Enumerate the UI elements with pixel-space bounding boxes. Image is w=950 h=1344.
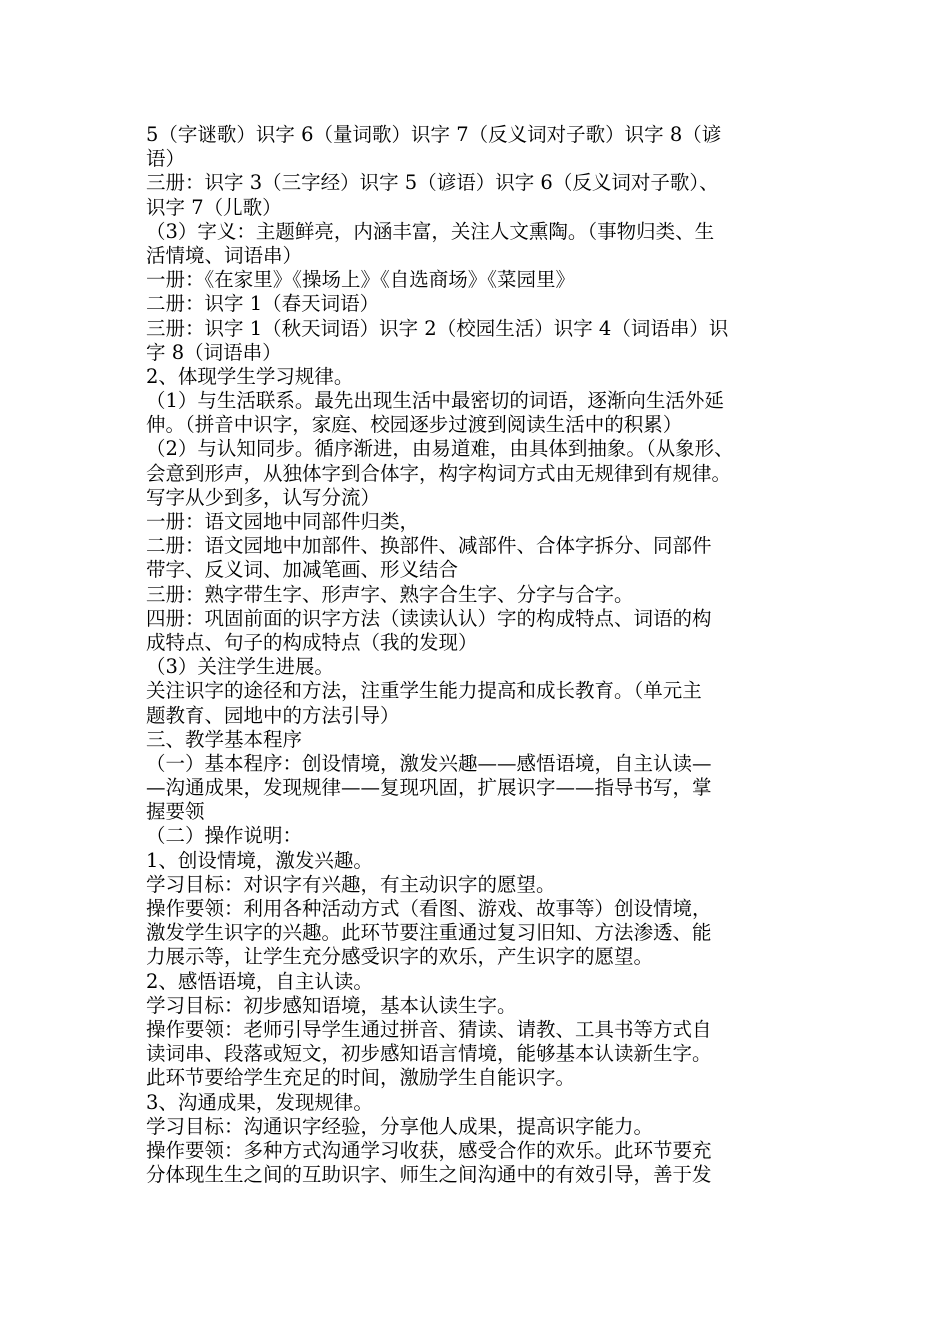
text-line: 一册：《在家里》《操场上》《自选商场》《菜园里》: [146, 268, 576, 292]
text-line: 力展示等，让学生充分感受识字的欢乐，产生识字的愿望。: [146, 945, 654, 969]
text-line: 一册：语文园地中同部件归类，: [146, 510, 420, 533]
text-line: （一）基本程序：创设情境，激发兴趣——感悟语境，自主认读—: [146, 751, 712, 775]
text-line: 3、沟通成果，发现规律。: [146, 1090, 373, 1114]
text-line: 操作要领：老师引导学生通过拼音、猜读、请教、工具书等方式自: [146, 1017, 712, 1041]
text-line: 三册：熟字带生字、形声字、熟字合生字、分字与合字。: [146, 582, 634, 606]
text-line: 字 8（词语串）: [146, 340, 282, 364]
text-line: 成特点、句子的构成特点（我的发现）: [146, 630, 478, 654]
text-line: 学习目标：对识字有兴趣，有主动识字的愿望。: [146, 872, 556, 896]
text-line: 三册：识字 1（秋天词语）识字 2（校园生活）识字 4（词语串）识: [146, 316, 729, 340]
text-line: （3）字义：主题鲜亮，内涵丰富，关注人文熏陶。（事物归类、生: [146, 219, 715, 243]
text-line: 带字、反义词、加减笔画、形义结合: [146, 558, 459, 582]
text-line: 伸。（拼音中识字，家庭、校园逐步过渡到阅读生活中的积累）: [146, 413, 683, 437]
text-line: —沟通成果，发现规律——复现巩固，扩展识字——指导书写，掌: [146, 776, 712, 800]
text-line: 写字从少到多，认写分流）: [146, 485, 381, 509]
text-line: 握要领: [146, 800, 205, 824]
text-line: （1）与生活联系。最先出现生活中最密切的词语，逐渐向生活外延: [146, 389, 724, 413]
text-line: 操作要领：多种方式沟通学习收获，感受合作的欢乐。此环节要充: [146, 1138, 712, 1162]
text-line: 会意到形声，从独体字到合体字，构字构词方式由无规律到有规律。: [146, 461, 732, 485]
text-line: 此环节要给学生充足的时间，激励学生自能识字。: [146, 1066, 576, 1090]
text-line: 关注识字的途径和方法，注重学生能力提高和成长教育。（单元主: [146, 679, 702, 703]
text-line: 二册：语文园地中加部件、换部件、减部件、合体字拆分、同部件: [146, 534, 712, 558]
text-line: 学习目标：初步感知语境，基本认读生字。: [146, 993, 517, 1017]
text-line: 5（字谜歌）识字 6（量词歌）识字 7（反义词对子歌）识字 8（谚: [146, 123, 722, 146]
text-line: （3）关注学生进展。: [146, 655, 334, 679]
text-line: 学习目标：沟通识字经验，分享他人成果，提高识字能力。: [146, 1114, 654, 1138]
text-line: 1、创设情境，激发兴趣。: [146, 848, 373, 872]
text-line: 题教育、园地中的方法引导）: [146, 703, 400, 727]
text-line: 识字 7（儿歌）: [146, 195, 282, 219]
document-page: [146, 123, 810, 1187]
text-line: （二）操作说明：: [146, 824, 303, 848]
text-line: 2、体现学生学习规律。: [146, 364, 354, 388]
text-line: 四册：巩固前面的识字方法（读读认认）字的构成特点、词语的构: [146, 606, 712, 630]
section-heading: 三、教学基本程序: [146, 727, 303, 751]
text-line: 活情境、词语串）: [146, 243, 303, 267]
text-line: 激发学生识字的兴趣。此环节要注重通过复习旧知、方法渗透、能: [146, 921, 712, 945]
text-line: 三册：识字 3（三字经）识字 5（谚语）识字 6（反义词对子歌）、: [146, 171, 719, 195]
text-line: 语）: [146, 147, 186, 171]
text-line: 2、感悟语境，自主认读。: [146, 969, 373, 993]
text-line: （2）与认知同步。循序渐进，由易道难，由具体到抽象。（从象形、: [146, 437, 734, 461]
text-line: 读词串、段落或短文，初步感知语言情境，能够基本认读新生字。: [146, 1042, 712, 1066]
text-line: 操作要领：利用各种活动方式（看图、游戏、故事等）创设情境，: [146, 897, 712, 920]
text-line: 分体现生生之间的互助识字、师生之间沟通中的有效引导，善于发: [146, 1163, 712, 1187]
text-line: 二册：识字 1（春天词语）: [146, 292, 380, 316]
